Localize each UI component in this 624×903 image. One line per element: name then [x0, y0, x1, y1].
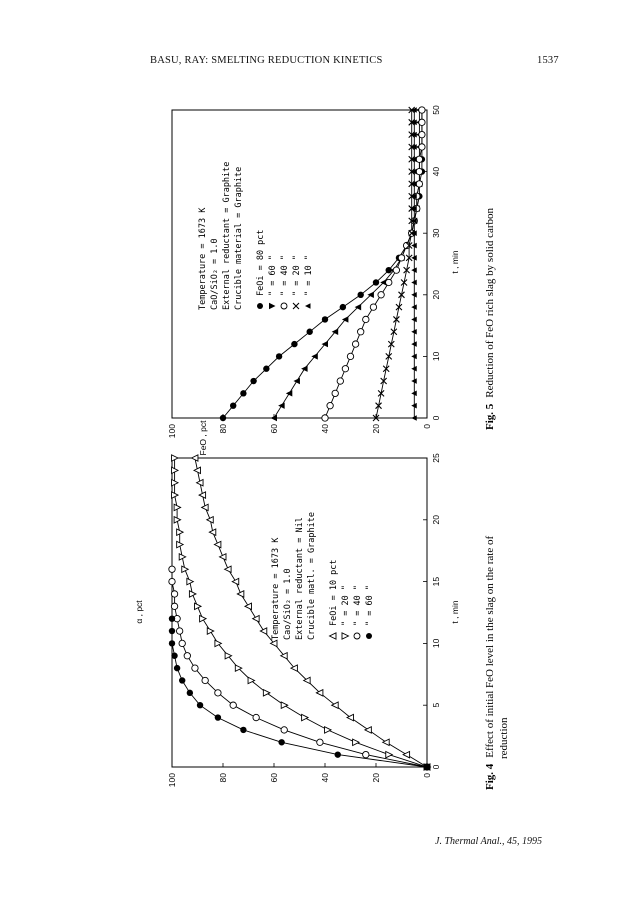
- fig5-series-1-point-5: [311, 353, 318, 359]
- fig4-series-2-point-5: [230, 702, 236, 708]
- fig5-legend-marker-1: [269, 303, 276, 309]
- fig4-series-3-point-0: [424, 764, 430, 770]
- fig5-ytick-label-5: 100: [167, 424, 177, 439]
- fig5-legend-text-4: " = 10 ": [304, 255, 314, 296]
- fig5-legend-marker-2: [281, 303, 287, 309]
- fig4-series-0-point-1: [403, 751, 410, 757]
- fig4-legend-marker-1: [342, 633, 349, 639]
- fig5-series-2-point-20: [416, 168, 422, 174]
- fig5-series-0-point-10: [358, 292, 364, 298]
- fig5-series-2-point-2: [332, 390, 338, 396]
- fig5-xtick-label-1: 10: [431, 351, 441, 362]
- fig4-series-3-point-5: [197, 702, 203, 708]
- fig4-series-1-point-1: [386, 751, 393, 757]
- fig4-series-1-point-2: [353, 739, 360, 745]
- fig5-series-0-point-3: [250, 378, 256, 384]
- fig4-xtick-label-4: 20: [431, 515, 441, 525]
- fig4-ytick-label-2: 40: [320, 773, 330, 783]
- fig4-series-1-point-16: [182, 566, 189, 572]
- fig4-ylabel: α , pct: [134, 600, 144, 624]
- fig5-xtick-label-0: 0: [431, 415, 441, 421]
- fig5-series-2-point-23: [419, 131, 425, 137]
- fig4-series-0-point-8: [291, 665, 298, 671]
- fig4-series-2-point-15: [169, 578, 175, 584]
- fig4-series-3-point-6: [187, 690, 193, 696]
- fig5-series-2-point-11: [386, 279, 392, 285]
- fig4-legend-text-1: " = 20 ": [341, 585, 351, 626]
- fig4-condition-1: Cao/SiO₂ = 1.0: [283, 568, 293, 640]
- fig4-series-0-point-13: [245, 603, 252, 609]
- fig4-series-0-point-16: [225, 566, 232, 572]
- fig4-xtick-label-2: 10: [431, 638, 441, 649]
- fig4-series-0-point-12: [253, 615, 260, 621]
- fig5-xtick-label-3: 30: [431, 228, 441, 238]
- fig5-series-2-point-24: [419, 119, 425, 125]
- fig4-series-3-point-4: [215, 714, 221, 720]
- fig4-ytick-label-0: 0: [422, 773, 432, 778]
- fig4-legend: [271, 512, 375, 640]
- fig4-series-1-point-6: [263, 690, 270, 696]
- fig5-series-2-point-5: [347, 353, 353, 359]
- fig5-xtick-label-2: 20: [431, 290, 441, 300]
- fig4-legend-text-2: " = 40 ": [353, 585, 363, 626]
- fig4-condition-3: Crucible matl. = Graphite: [307, 512, 317, 640]
- fig4-series-0-point-20: [207, 517, 214, 523]
- fig5-legend-marker-3: [293, 303, 299, 309]
- fig4-ytick-label-3: 60: [269, 773, 279, 783]
- fig4-series-1-point-13: [195, 603, 202, 609]
- fig5-legend-text-0: FeOi = 80 pct: [256, 229, 266, 296]
- fig5-ytick-label-0: 0: [422, 424, 432, 429]
- fig4-series-0-point-11: [260, 628, 267, 634]
- fig4-series-2-point-1: [363, 751, 369, 757]
- fig5-series-2-point-0: [322, 415, 328, 421]
- fig4-series-1-point-11: [207, 628, 214, 634]
- fig5-series-1-point-4: [301, 366, 308, 372]
- fig4-ytick-label-1: 20: [371, 773, 381, 783]
- fig5-series-2-point-6: [352, 341, 358, 347]
- fig5-legend-marker-0: [257, 303, 263, 309]
- fig5-series-2-point-10: [378, 292, 384, 298]
- fig4-series-2-point-13: [171, 603, 177, 609]
- fig5-ytick-label-3: 60: [269, 424, 279, 434]
- fig4-series-1-point-9: [225, 653, 232, 659]
- fig5-series-1-point-3: [293, 378, 300, 384]
- fig4-series-0-point-17: [220, 554, 227, 560]
- fig5-condition-1: CaO/SiO₂ = 1.0: [210, 238, 220, 310]
- fig4-series-1-point-3: [325, 727, 332, 733]
- fig4-series-2-point-4: [253, 714, 259, 720]
- fig5-series-2-point-7: [358, 329, 364, 335]
- fig4-series-0-point-25: [191, 455, 198, 461]
- fig5-series-1-point-2: [286, 390, 293, 396]
- fig4-series-0-point-15: [232, 578, 239, 584]
- fig5-series-0-point-2: [240, 390, 246, 396]
- fig5-series-2-point-22: [419, 144, 425, 150]
- fig5-curves: [223, 110, 422, 418]
- fig5-caption-label: Fig. 5: [484, 403, 496, 430]
- fig5-series-0-line: [223, 110, 422, 418]
- fig4-series-1-point-10: [215, 640, 222, 646]
- fig5-series-0-point-8: [322, 316, 328, 322]
- fig5-series-2-line: [325, 110, 422, 418]
- fig5-series-2-point-19: [416, 181, 422, 187]
- fig4-caption-line2: reduction: [498, 717, 510, 759]
- fig5-legend-text-2: " = 40 ": [280, 255, 290, 296]
- fig4-series-2-point-14: [171, 591, 177, 597]
- fig4-legend-text-0: FeOi = 10 pct: [329, 559, 339, 626]
- fig5-xtick-label-5: 50: [431, 105, 441, 115]
- page-number: 1537: [537, 55, 559, 66]
- fig4-series-1-point-14: [189, 591, 196, 597]
- fig4-series-0-point-9: [281, 653, 288, 659]
- fig4-xtick-label-3: 15: [431, 576, 441, 587]
- fig4-legend-marker-2: [354, 633, 360, 639]
- fig5-series-1-point-8: [342, 316, 349, 322]
- fig4-series-0-point-14: [237, 591, 244, 597]
- fig4-series-2-point-9: [184, 653, 190, 659]
- fig4-condition-2: External reductant = Nil: [295, 517, 305, 640]
- running-title: BASU, RAY: SMELTING REDUCTION KINETICS: [150, 55, 383, 66]
- fig4-series-2-point-10: [179, 640, 185, 646]
- fig5-series-0-point-0: [220, 415, 226, 421]
- fig4-series-2-point-6: [215, 690, 221, 696]
- fig4-series-3-point-2: [278, 739, 284, 745]
- fig5-legend: [198, 162, 314, 310]
- fig4-legend-marker-3: [366, 633, 372, 639]
- fig5-series-0-point-11: [373, 279, 379, 285]
- fig5-condition-3: Crucible material = Graphite: [234, 166, 244, 310]
- fig4-series-3-point-12: [169, 615, 175, 621]
- svg-text:Fig. 4Effect of initial FeO le: [484, 536, 496, 790]
- fig5-chart: [167, 105, 496, 455]
- fig5-series-0-point-7: [307, 329, 313, 335]
- fig4-series-2-point-16: [169, 566, 175, 572]
- fig5-condition-0: Temperature = 1673 K: [198, 207, 208, 310]
- fig4-legend-text-3: " = 60 ": [365, 585, 375, 626]
- fig4-series-2-point-8: [192, 665, 198, 671]
- fig4-xtick-label-0: 0: [431, 764, 441, 770]
- fig4-caption-label: Fig. 4: [484, 763, 496, 790]
- fig5-series-0-point-5: [276, 353, 282, 359]
- fig5-caption: [484, 208, 496, 430]
- fig5-series-1-point-7: [332, 329, 339, 335]
- fig5-series-2-point-21: [416, 156, 422, 162]
- fig4-chart: [134, 453, 510, 790]
- fig5-series-1-point-6: [322, 341, 329, 347]
- fig4-series-2-point-7: [202, 677, 208, 683]
- fig5-series-0-point-1: [230, 402, 236, 408]
- fig4-series-2-point-3: [281, 727, 287, 733]
- fig4-series-3-point-1: [335, 751, 341, 757]
- fig5-ytick-label-2: 40: [320, 424, 330, 434]
- fig5-series-2-point-1: [327, 402, 333, 408]
- fig4-series-3-point-7: [179, 677, 185, 683]
- fig5-ytick-label-4: 80: [218, 424, 228, 434]
- fig5-series-2-point-25: [419, 107, 425, 113]
- fig5-series-2-point-4: [342, 366, 348, 372]
- svg-text:Fig. 5Reduction of FeO rich sl: [484, 208, 496, 430]
- fig4-series-0-point-18: [214, 541, 221, 547]
- fig5-series-0-point-4: [263, 366, 269, 372]
- fig4-xlabel: t , min: [450, 600, 460, 624]
- fig4-series-0-point-10: [271, 640, 278, 646]
- fig4-series-3-point-10: [169, 640, 175, 646]
- fig4-ytick-label-4: 80: [218, 773, 228, 783]
- fig4-legend-marker-0: [330, 633, 337, 639]
- fig4-caption-line1: Effect of initial FeO level in the slag on the rate of: [484, 535, 496, 758]
- fig4-condition-0: Temperature = 1673 K: [271, 537, 281, 640]
- fig4-series-3-point-3: [240, 727, 246, 733]
- fig4-series-3-point-8: [174, 665, 180, 671]
- fig5-ytick-label-1: 20: [371, 424, 381, 434]
- fig5-series-0-point-9: [340, 304, 346, 310]
- fig5-series-2-point-12: [393, 267, 399, 273]
- fig5-ylabel: FeO , pct: [198, 420, 208, 456]
- fig5-series-2-point-3: [337, 378, 343, 384]
- fig5-series-2-point-13: [398, 255, 404, 261]
- fig5-series-2-point-8: [363, 316, 369, 322]
- fig4-xtick-label-1: 5: [431, 702, 441, 708]
- journal-footer: J. Thermal Anal., 45, 1995: [435, 836, 543, 847]
- fig4-caption: [484, 536, 510, 790]
- fig4-series-1-point-12: [200, 615, 207, 621]
- fig4-series-3-point-9: [171, 653, 177, 659]
- fig5-xlabel: t , min: [450, 250, 460, 274]
- fig5-legend-marker-4: [305, 303, 311, 309]
- fig4-ytick-label-5: 100: [167, 773, 177, 788]
- fig5-xtick-label-4: 40: [431, 166, 441, 177]
- fig5-caption-text: Reduction of FeO rich slag by solid carbon: [484, 208, 496, 398]
- fig4-series-3-point-11: [169, 628, 175, 634]
- fig4-series-2-point-2: [317, 739, 323, 745]
- fig4-series-1-point-4: [302, 714, 309, 720]
- fig5-condition-2: External reductant = Graphite: [222, 161, 232, 310]
- fig5-series-2-point-9: [370, 304, 376, 310]
- fig5-series-1-point-1: [278, 402, 285, 408]
- fig5-legend-text-1: " = 60 ": [268, 255, 278, 296]
- fig4-xtick-label-5: 25: [431, 453, 441, 463]
- fig5-series-0-point-6: [291, 341, 297, 347]
- fig5-legend-text-3: " = 20 ": [292, 255, 302, 296]
- fig4-series-1-point-5: [281, 702, 288, 708]
- fig4-series-2-point-11: [176, 628, 182, 634]
